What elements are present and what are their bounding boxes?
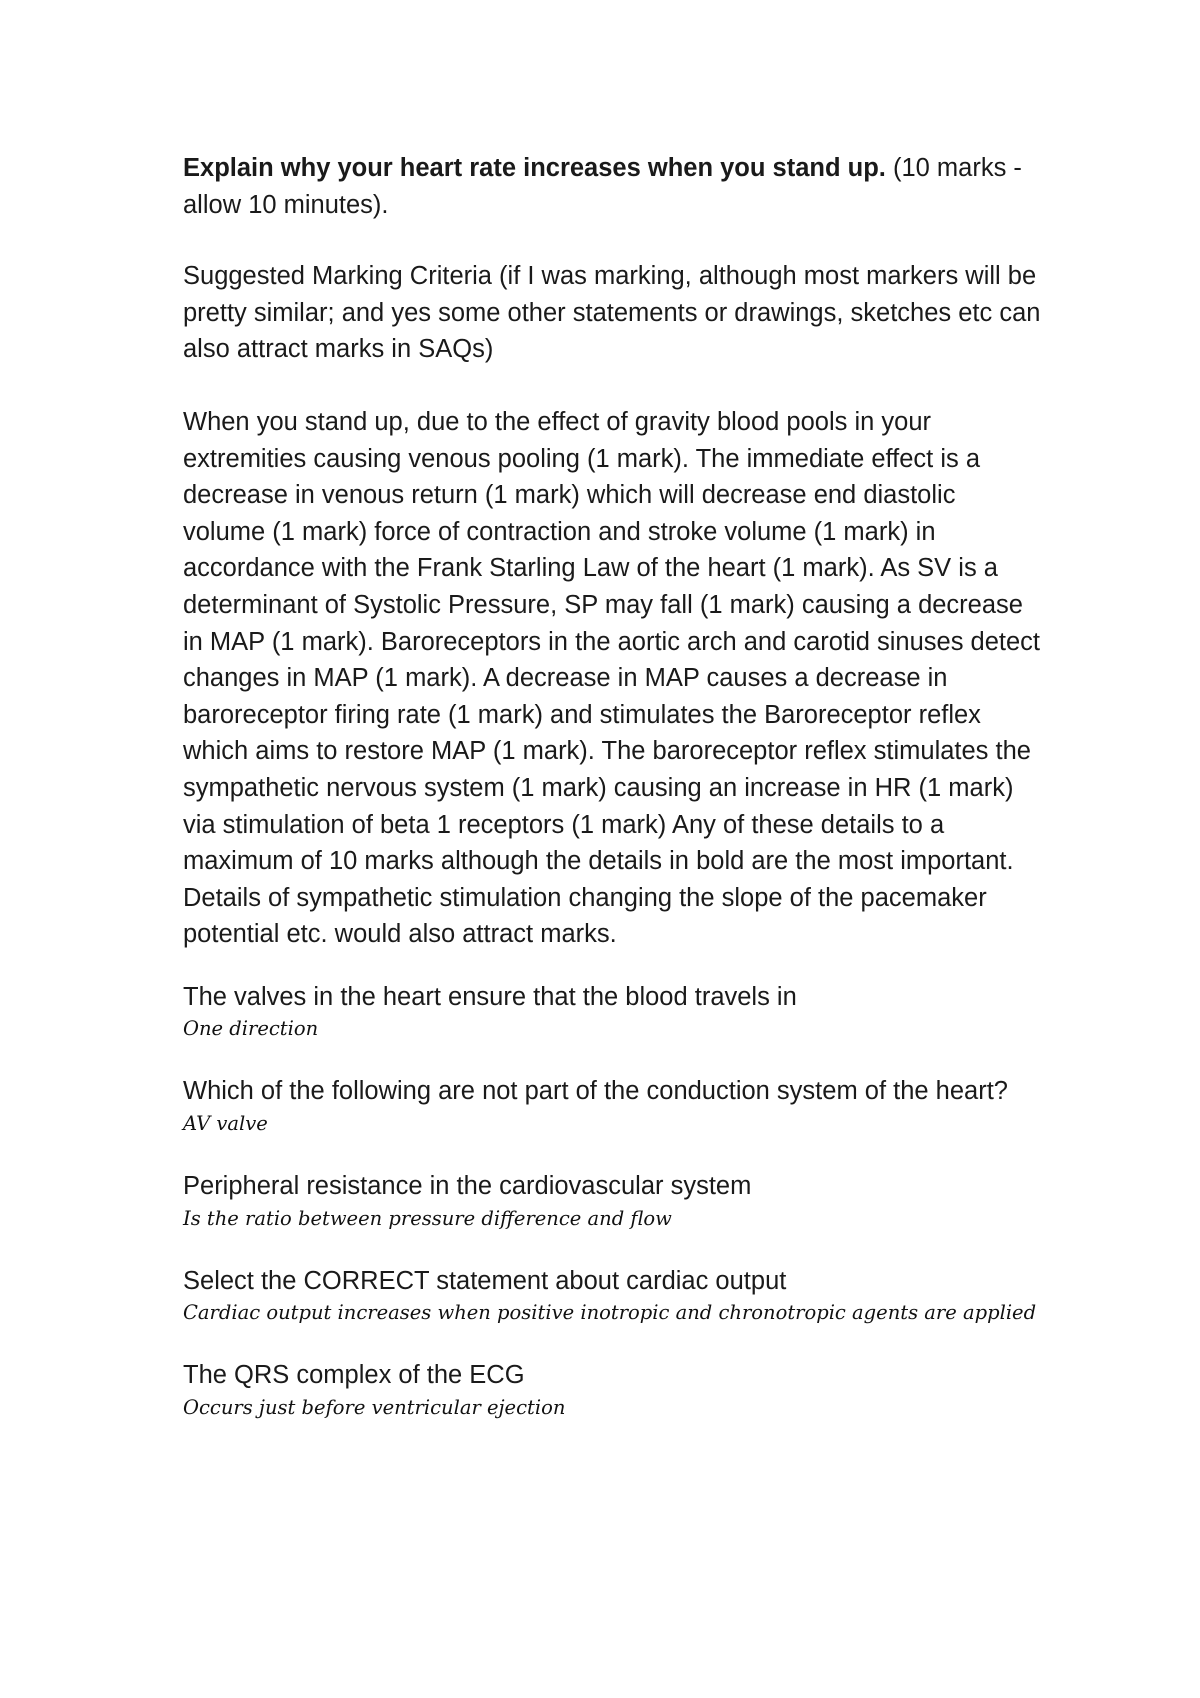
mcq-item [183,1357,1043,1422]
mcq-item [183,1168,1043,1233]
mcq-answer: AV valve [183,1112,268,1136]
mcq-question: Select the CORRECT statement about cardiac output [183,1266,787,1295]
mcq-item [183,979,1043,1044]
mcq-answer: Is the ratio between pressure difference and flow [183,1206,672,1230]
model-answer: When you stand up, due to the effect of gravity blood pools in your extremities causing venous pooling (1 mark). The immediate effect is a decrease in venous return (1 mark) which will decrease end diastolic volume (1 mark) force of contraction and stroke volume (1 mark) in accordance with the Frank Starling Law of the heart (1 mark). As SV is a determinant of Systolic Pressure, SP may fall (1 mark) causing a decrease in MAP (1 mark). Baroreceptors in the aortic arch and carotid sinuses detect changes in MAP (1 mark). A decrease in MAP causes a decrease in baroreceptor firing rate (1 mark) and stimulates the Baroreceptor reflex which aims to restore MAP (1 mark). The baroreceptor reflex stimulates the sympathetic nervous system (1 mark) causing an increase in HR (1 mark) via stimulation of beta 1 receptors (1 mark) Any of these details to a maximum of 10 marks although the details in bold are the most important. Details of sympathetic stimulation changing the slope of the pacemaker potential etc. would also attract marks. [183,407,1041,949]
marking-criteria: Suggested Marking Criteria (if I was marking, although most markers will be pretty similar; and yes some other statements or drawings, sketches etc can also attract marks in SAQs) [183,262,1041,364]
mcq-question: Peripheral resistance in the cardiovascular system [183,1172,752,1201]
document-page [183,150,1043,1422]
mcq-answer: One direction [183,1017,319,1041]
mcq-item [183,1263,1043,1328]
mcq-answer: Cardiac output increases when positive inotropic and chronotropic agents are applied [183,1301,1037,1325]
essay-question-marks: (10 marks - allow 10 minutes). [183,154,1022,219]
mcq-question: The valves in the heart ensure that the blood travels in [183,982,797,1011]
mcq-answer: Occurs just before ventricular ejection [183,1395,566,1419]
mcq-question: The QRS complex of the ECG [183,1361,525,1390]
essay-question-bold: Explain why your heart rate increases when you stand up. [183,154,886,182]
mcq-item [183,1073,1043,1138]
essay-question [183,150,1043,223]
mcq-question: Which of the following are not part of the conduction system of the heart? [183,1077,1008,1106]
